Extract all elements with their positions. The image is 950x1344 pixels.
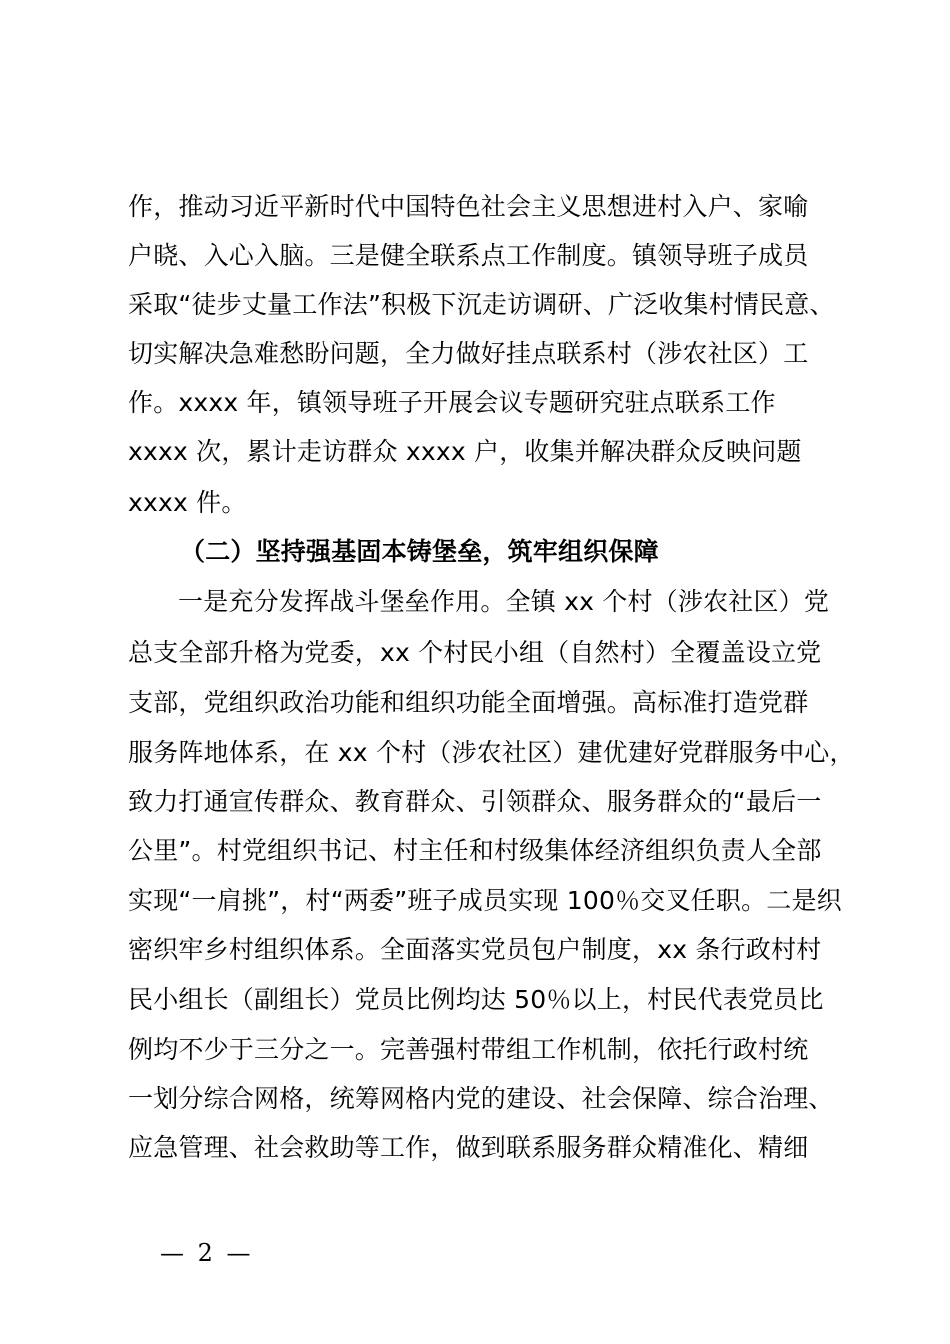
text-line: 例均不少于三分之一。完善强村带组工作机制，依托行政村统 [128,1035,809,1064]
text-line: 一是充分发挥战斗堡垒作用。全镇 xx 个村（涉农社区）党 [178,587,830,616]
text-line: 支部，党组织政治功能和组织功能全面增强。高标准打造党群 [128,688,809,717]
text-line: 一划分综合网格，统筹网格内党的建设、社会保障、综合治理、 [128,1084,834,1113]
text-line: xxxx 件。 [128,488,247,517]
text-line: 密织牢乡村组织体系。全面落实党员包户制度，xx 条行政村村 [128,935,822,964]
text-line: 作。xxxx 年，镇领导班子开展会议专题研究驻点联系工作 [128,388,776,417]
text-line: 民小组长（副组长）党员比例均达 50％以上，村民代表党员比 [128,985,824,1014]
text-line: 切实解决急难愁盼问题，全力做好挂点联系村（涉农社区）工 [128,339,809,368]
text-line: 总支全部升格为党委，xx 个村民小组（自然村）全覆盖设立党 [128,638,822,667]
text-line: 作，推动习近平新时代中国特色社会主义思想进村入户、家喻 [128,192,809,221]
page-number: — 2 — [160,1239,254,1267]
text-line: 户晓、入心入脑。三是健全联系点工作制度。镇领导班子成员 [128,241,809,270]
text-line: 致力打通宣传群众、教育群众、引领群众、服务群众的“最后一 [128,787,822,816]
text-line: 服务阵地体系，在 xx 个村（涉农社区）建优建好党群服务中心， [128,738,855,767]
text-line: 实现“一肩挑”，村“两委”班子成员实现 100％交叉任职。二是织 [128,886,842,915]
text-line: 公里”。村党组织书记、村主任和村级集体经济组织负责人全部 [128,836,822,865]
text-line: 采取“徒步丈量工作法”积极下沉走访调研、广泛收集村情民意、 [128,290,835,319]
text-line: 应急管理、社会救助等工作，做到联系服务群众精准化、精细 [128,1133,809,1162]
text-line: xxxx 次，累计走访群众 xxxx 户，收集并解决群众反映问题 [128,437,802,466]
section-heading: （二）坚持强基固本铸堡垒，筑牢组织保障 [180,537,659,566]
